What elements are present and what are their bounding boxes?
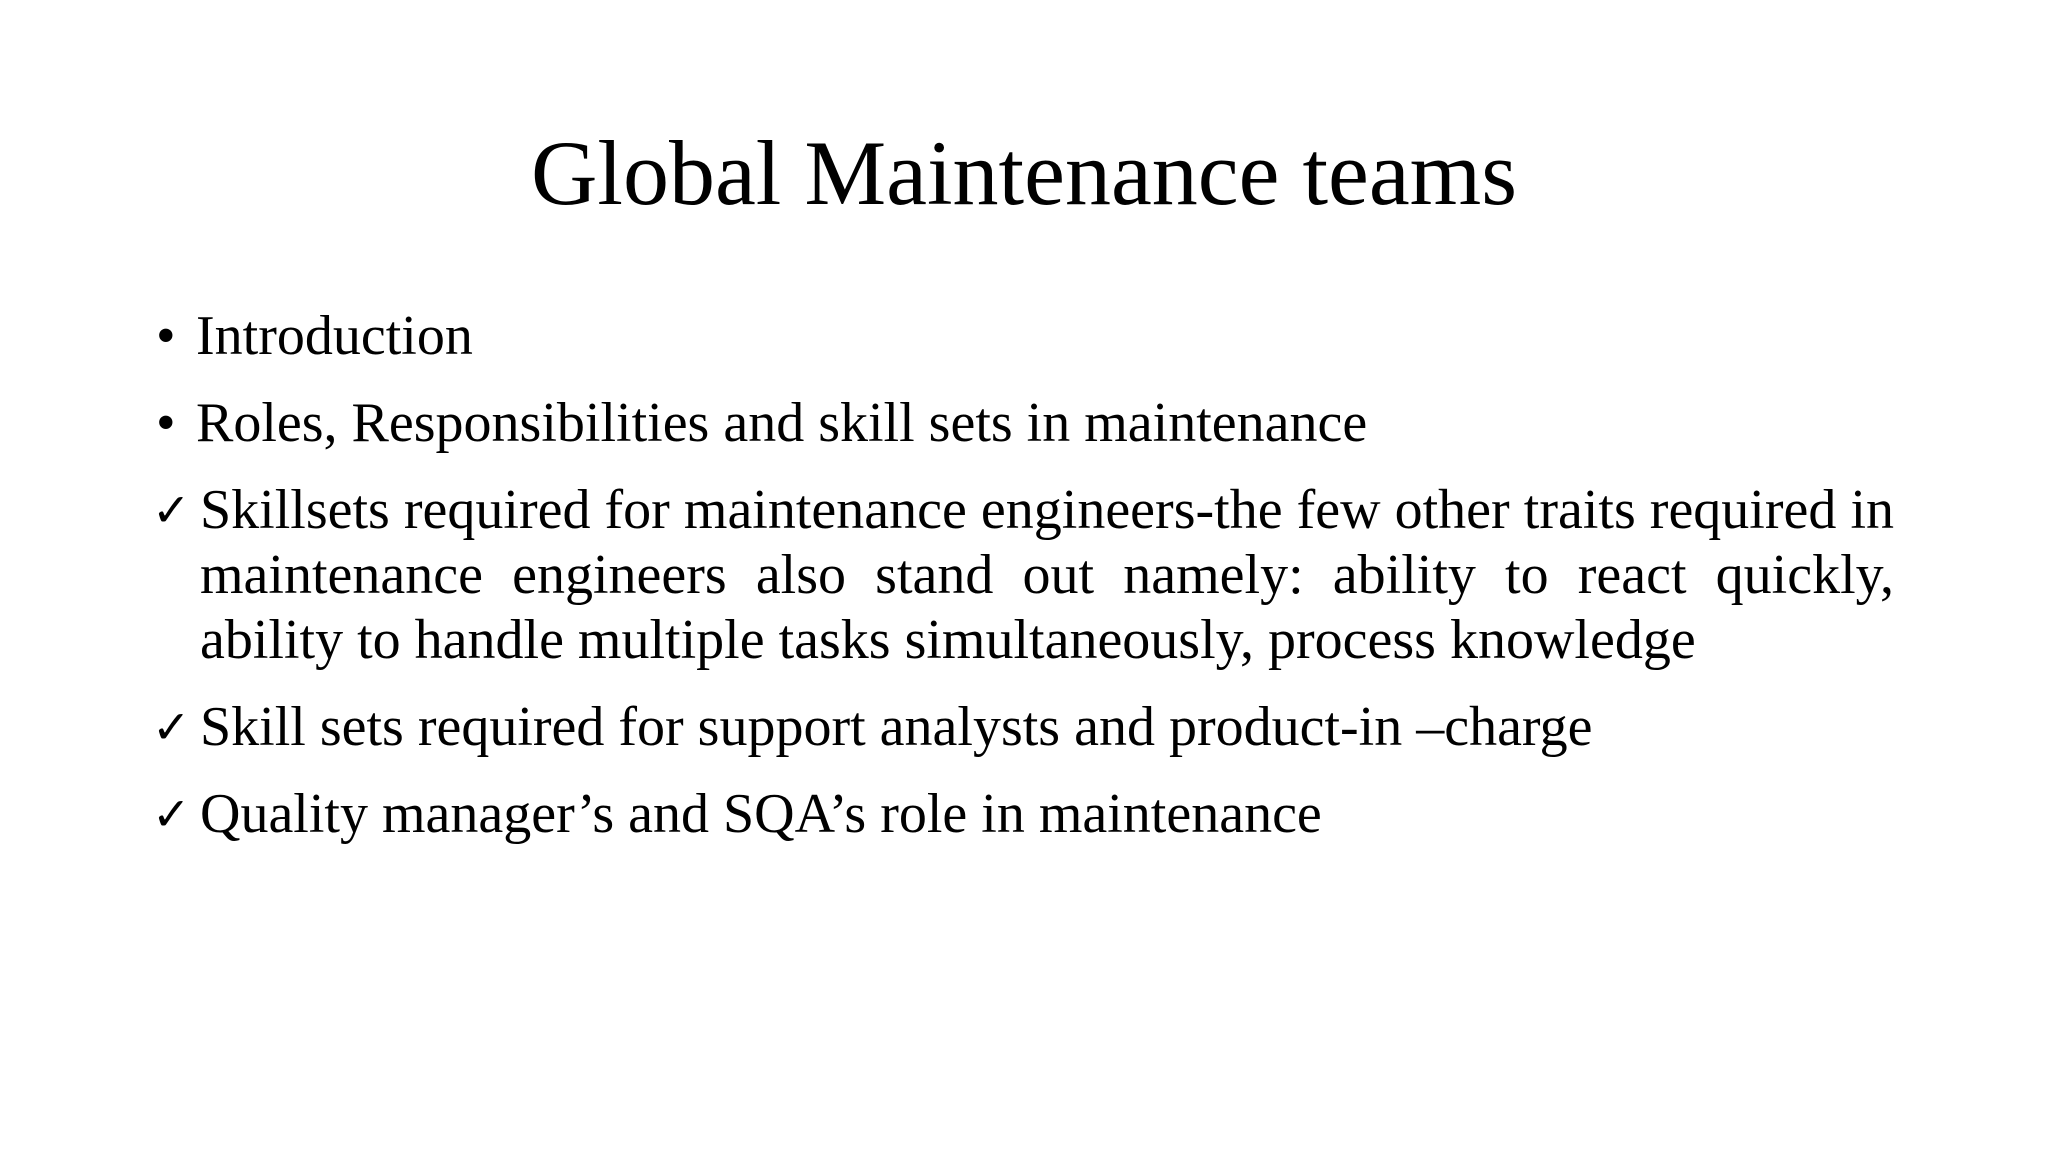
list-item-text: Skillsets required for maintenance engineers-the few other traits required in maintenance engineers also stand out namely: ability to react quickly, ability to handle multiple tasks simultaneously, process knowledge bbox=[200, 479, 1894, 671]
list-item bbox=[152, 782, 1894, 847]
checkmark-icon: ✓ bbox=[152, 700, 191, 754]
list-item bbox=[152, 391, 1894, 456]
list-item-text: Introduction bbox=[196, 305, 473, 367]
list-item-text: Skill sets required for support analysts and product-in –charge bbox=[200, 696, 1593, 758]
list-item-text: Quality manager’s and SQA’s role in maintenance bbox=[200, 783, 1322, 845]
list-item bbox=[152, 478, 1894, 673]
checkmark-icon: ✓ bbox=[152, 787, 191, 841]
checkmark-icon: ✓ bbox=[152, 483, 191, 537]
list-item-text: Roles, Responsibilities and skill sets in maintenance bbox=[196, 392, 1368, 454]
slide-title: Global Maintenance teams bbox=[530, 122, 1518, 224]
bullet-icon: • bbox=[156, 305, 176, 367]
bullet-icon: • bbox=[156, 392, 176, 454]
bullet-list bbox=[152, 304, 1894, 869]
list-item bbox=[152, 695, 1894, 760]
list-item bbox=[152, 304, 1894, 369]
